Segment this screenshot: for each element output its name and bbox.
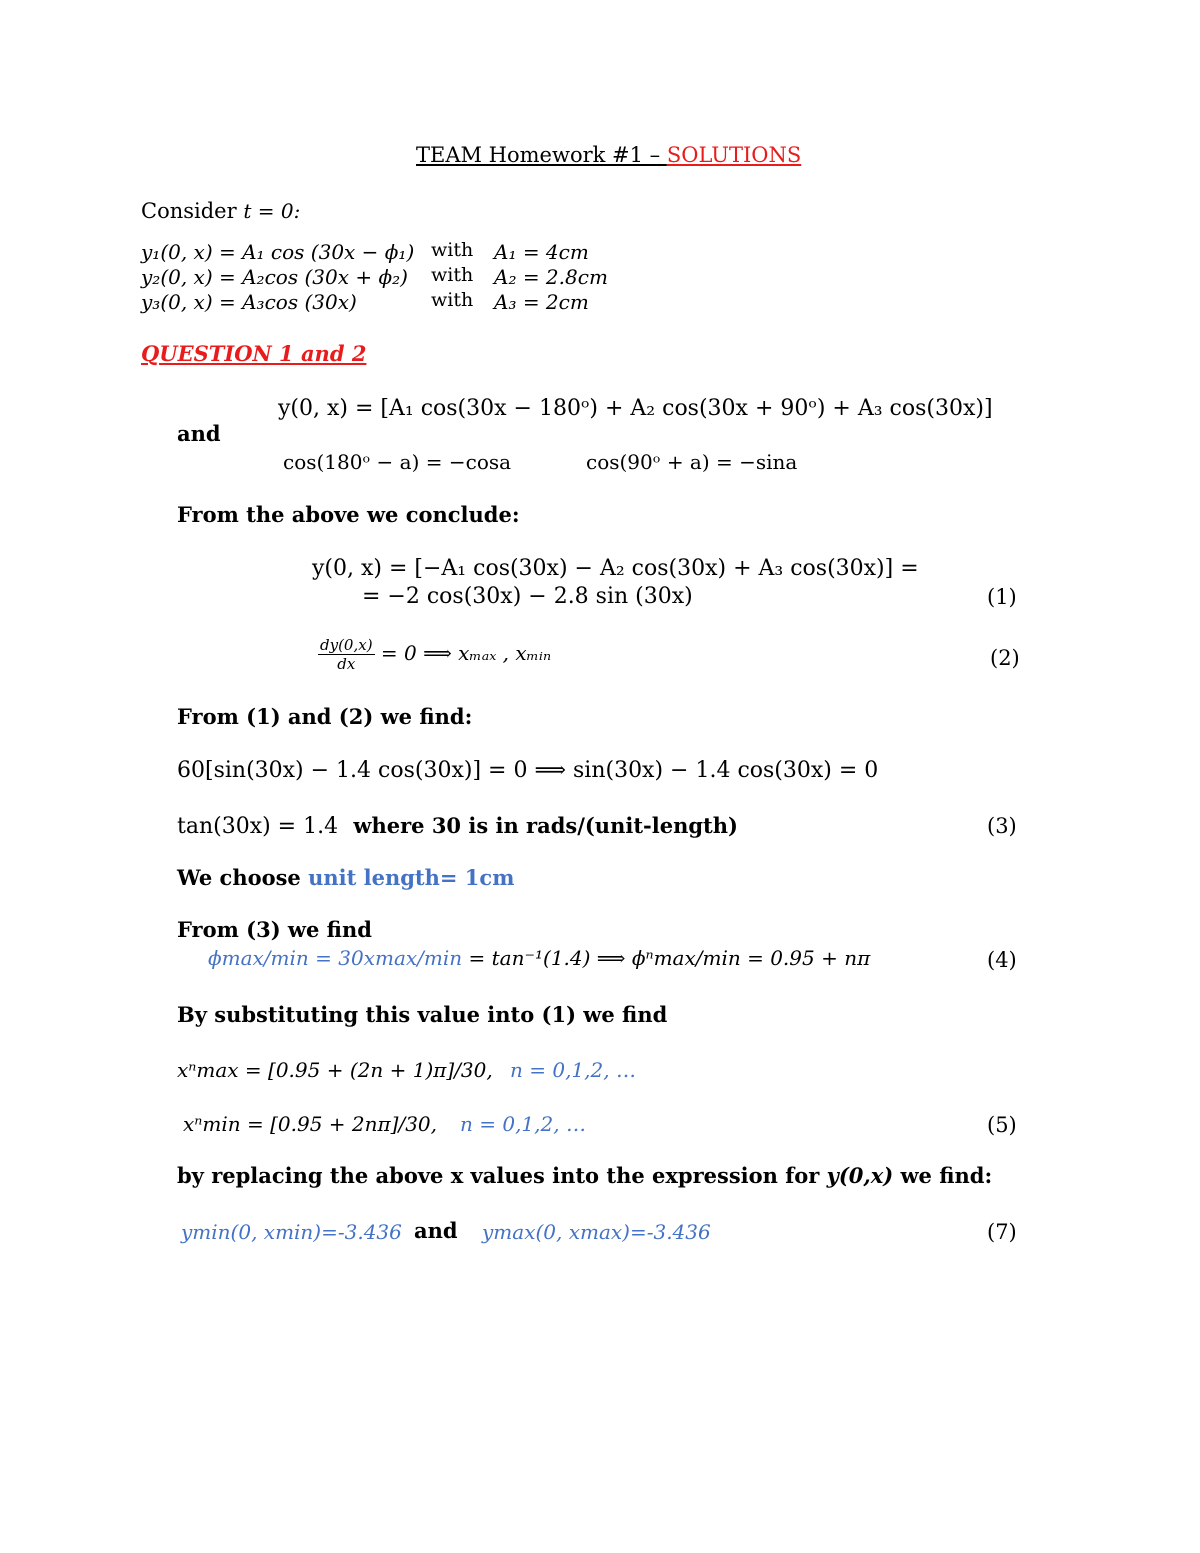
- eq3-number: (3): [987, 814, 1017, 838]
- derivative-denominator: dx: [337, 655, 356, 673]
- find12-label: From (1) and (2) we find:: [177, 704, 473, 729]
- eq2-rest: = 0 ⟹ xₘₐₓ , xₘᵢₙ: [380, 641, 552, 665]
- eq2-number: (2): [990, 646, 1020, 670]
- eq1-line1: y(0, x) = [−A₁ cos(30x) − A₂ cos(30x) + A₃ cos(30x)] =: [312, 556, 919, 581]
- eq4-rest: = tan⁻¹(1.4) ⟹ ϕⁿmax/min = 0.95 + nπ: [468, 946, 871, 970]
- wave-3-amplitude: A₃ = 2cm: [494, 290, 589, 314]
- derivative-fraction: [318, 636, 375, 673]
- identity-cos180: cos(180ᵒ − a) = −cosa: [283, 450, 512, 474]
- phi-max-min: ϕmax/min = 30xmax/min: [208, 946, 463, 970]
- ymin-result: ymin(0, xmin)=-3.436: [181, 1220, 402, 1244]
- eq5-number: (5): [987, 1113, 1017, 1137]
- wave-2-equation: y₂(0, x) = A₂cos (30x + ϕ₂): [141, 265, 408, 289]
- replace-italic: y(0,x): [826, 1163, 894, 1188]
- choose-line: [177, 865, 514, 890]
- and-label: and: [177, 421, 221, 446]
- wave-3-equation: y₃(0, x) = A₃cos (30x): [141, 290, 357, 314]
- replace-before: by replacing the above x values into the expression for: [177, 1163, 827, 1188]
- eq4-expression: [208, 946, 870, 970]
- ymax-result: ymax(0, xmax)=-3.436: [482, 1220, 711, 1244]
- consider-math: t = 0:: [243, 199, 301, 223]
- result-and-label: and: [414, 1218, 458, 1243]
- question-heading: QUESTION 1 and 2: [141, 341, 367, 366]
- eq3-math: tan(30x) = 1.4: [177, 814, 339, 839]
- eq3-line: [177, 813, 738, 839]
- identity-cos90: cos(90ᵒ + a) = −sina: [586, 450, 798, 474]
- consider-label: Consider: [141, 199, 237, 223]
- page-title: [416, 143, 801, 167]
- eq2-expression: [318, 636, 551, 673]
- eq1-line2: = −2 cos(30x) − 2.8 sin (30x): [362, 584, 693, 609]
- xmin-n-range: n = 0,1,2, …: [460, 1112, 586, 1136]
- wave-3-with: with: [431, 289, 474, 311]
- eq4-number: (4): [987, 948, 1017, 972]
- title-main: TEAM Homework #1 –: [416, 143, 667, 167]
- derivative-numerator: dy(0,x): [320, 636, 373, 654]
- wave-1-amplitude: A₁ = 4cm: [494, 240, 589, 264]
- title-solutions: SOLUTIONS: [666, 143, 802, 167]
- replace-label: [177, 1163, 992, 1188]
- from3-label: From (3) we find: [177, 917, 372, 942]
- xmin-equation: xⁿmin = [0.95 + 2nπ]/30,: [183, 1112, 438, 1136]
- wave-2-with: with: [431, 264, 474, 286]
- derivative-equation: 60[sin(30x) − 1.4 cos(30x)] = 0 ⟹ sin(30x) − 1.4 cos(30x) = 0: [177, 758, 879, 783]
- sum-equation: y(0, x) = [A₁ cos(30x − 180ᵒ) + A₂ cos(30x + 90ᵒ) + A₃ cos(30x)]: [278, 396, 993, 421]
- substitute-label: By substituting this value into (1) we find: [177, 1002, 668, 1027]
- xmax-n-range: n = 0,1,2, …: [510, 1058, 636, 1082]
- replace-after: we find:: [893, 1163, 993, 1188]
- wave-2-amplitude: A₂ = 2.8cm: [494, 265, 608, 289]
- choose-label: We choose: [177, 865, 309, 890]
- wave-1-equation: y₁(0, x) = A₁ cos (30x − ϕ₁): [141, 240, 415, 264]
- eq1-number: (1): [987, 585, 1017, 609]
- eq7-number: (7): [987, 1220, 1017, 1244]
- unit-length-note: unit length= 1cm: [308, 865, 515, 890]
- conclude-label: From the above we conclude:: [177, 502, 520, 527]
- consider-line: [141, 199, 300, 223]
- eq3-text: where 30 is in rads/(unit-length): [353, 813, 738, 838]
- wave-1-with: with: [431, 239, 474, 261]
- xmax-equation: xⁿmax = [0.95 + (2n + 1)π]/30,: [177, 1058, 493, 1082]
